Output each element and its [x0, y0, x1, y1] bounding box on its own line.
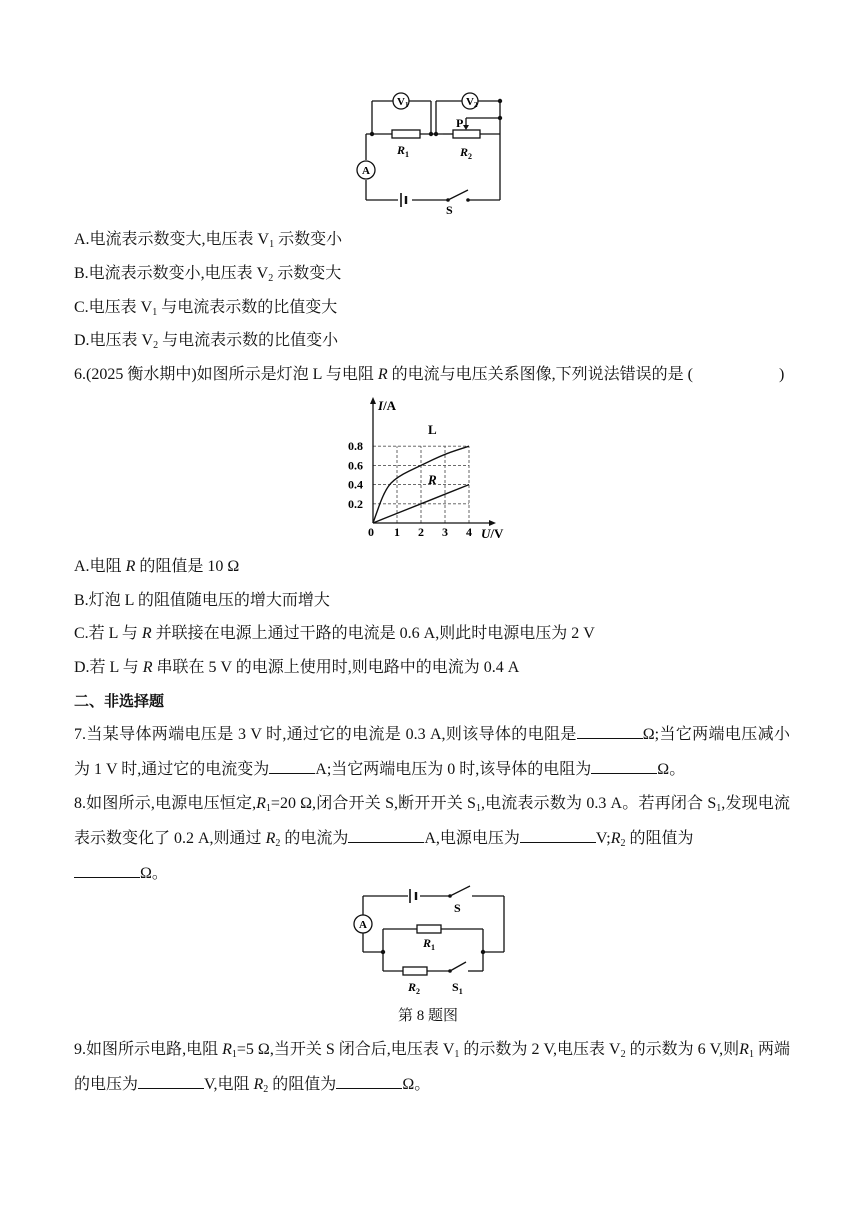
q5-option-b: B.电流表示数变小,电压表 $V_2$ 示数变大 [74, 265, 342, 284]
y-tick-label: 0.6 [348, 458, 363, 473]
switch-label: S [446, 203, 453, 216]
y-axis-label: I/A [378, 398, 397, 413]
origin-label: 0 [368, 525, 374, 539]
x-axis-label: U/V [481, 526, 504, 541]
q7-blank-3[interactable] [591, 757, 657, 774]
q9-text: 9.如图所示电路,电阻 $R_1=5$ Ω,当开关 S 闭合后,电压表 $V_1$ 的示数为 2 V,电压表 $V_2$ 的示数为 6 V,则$R_1$ 两端的电压为 V,电阻 $R_2$ 的阻值为 Ω。 [74, 1041, 790, 1095]
q7-blank-1[interactable] [577, 722, 643, 739]
q8-blank-3[interactable] [74, 861, 140, 878]
q9-blank-1[interactable] [138, 1072, 204, 1089]
q6-stem: 6.(2025 衡水期中)如图所示是灯泡 L 与电阻 R 的电流与电压关系图像,下列说法错误的是 ( ) [74, 366, 785, 383]
curve-label-l: L [428, 422, 437, 437]
q6-iu-chart [340, 392, 520, 542]
q6-answer-paren-close: ) [779, 366, 785, 383]
y-tick-label: 0.4 [348, 477, 363, 492]
q5-option-d: D.电压表 $V_2$ 与电流表示数的比值变小 [74, 332, 339, 351]
v1-meter-label: V1 [397, 96, 409, 109]
q8-blank-1[interactable] [348, 826, 424, 843]
section-title-nonchoice: 二、非选择题 [74, 692, 165, 710]
q8-text: 8.如图所示,电源电压恒定$,R_1=20$ Ω,闭合开关 S,断开开关 $S_1$,电流表示数为 0.3 A。若再闭合 $S_1$,发现电流表示数变化了 0.2 A,则通过 $R_2$ 的电流为 A,电源电压为 $V;R_2$ 的阻值为 Ω。 [74, 795, 790, 882]
q8-ammeter-label: A [359, 919, 367, 931]
q7-text: 7.当某导体两端电压是 3 V 时,通过它的电流是 0.3 A,则该导体的电阻是 Ω;当它两端电压减小为 1 V 时,通过它的电流变为 A;当它两端电压为 0 时,该导体的电阻为 Ω。 [74, 717, 790, 787]
q9-blank-2[interactable] [336, 1072, 402, 1089]
curve-label-r: R [428, 472, 437, 487]
q8-r2-label: $R_2$ [408, 980, 421, 996]
x-tick-label: 1 [394, 525, 400, 539]
q5-option-a: A.电流表示数变大,电压表 $V_1$ 示数变小 [74, 231, 343, 250]
q8-switch-label: S [454, 901, 461, 915]
q7-blank-2[interactable] [269, 757, 315, 774]
x-tick-label: 3 [442, 525, 448, 539]
q6-option-b: B.灯泡 L 的阻值随电压的增大而增大 [74, 592, 330, 609]
x-tick-label: 2 [418, 525, 424, 539]
q8-s1-label: $S_1$ [452, 980, 463, 996]
q8-circuit-figure [350, 882, 510, 1002]
x-tick-label: 4 [466, 525, 472, 539]
r2-label: $R_2$ [460, 145, 473, 161]
v2-meter-label: V2 [466, 96, 478, 109]
q8-blank-2[interactable] [520, 826, 596, 843]
q6-option-c: C.若 L 与 R 并联接在电源上通过干路的电流是 0.6 A,则此时电源电压为 2 V [74, 625, 595, 642]
slider-label: P [456, 116, 464, 130]
q8-figure-caption: 第 8 题图 [398, 1008, 459, 1024]
y-axis-arrow [370, 397, 376, 404]
q6-option-d: D.若 L 与 R 串联在 5 V 的电源上使用时,则电路中的电流为 0.4 A [74, 659, 520, 676]
q5-circuit-figure [340, 86, 520, 216]
ammeter-label: A [362, 165, 370, 177]
q6-option-a: A.电阻 R 的阻值是 10 Ω [74, 558, 240, 575]
r1-label: $R_1$ [397, 143, 410, 159]
y-tick-label: 0.2 [348, 496, 363, 511]
q5-option-c: C.电压表 $V_1$ 与电流表示数的比值变大 [74, 299, 338, 318]
y-tick-label: 0.8 [348, 439, 363, 454]
q8-r1-label: $R_1$ [423, 936, 436, 952]
